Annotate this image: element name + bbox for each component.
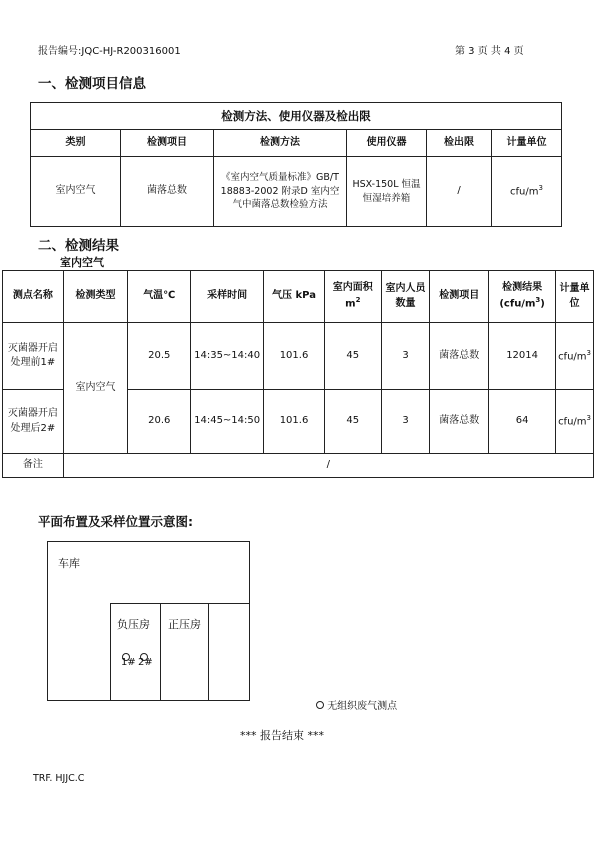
cell-point: 灭菌器开启处理前1# bbox=[3, 323, 64, 390]
partition-line bbox=[208, 603, 209, 700]
cell-area: 45 bbox=[324, 323, 381, 390]
cell-result: 64 bbox=[489, 390, 556, 454]
col-time: 采样时间 bbox=[191, 271, 264, 323]
cell-unit: cfu/$m^3$ bbox=[556, 323, 594, 390]
sample-point-2-label: 2# bbox=[138, 657, 153, 668]
col-item: 检测项目 bbox=[121, 130, 214, 157]
partition-line bbox=[110, 603, 111, 700]
col-category: 类别 bbox=[31, 130, 121, 157]
cell-method: 《室内空气质量标准》GB/T 18883-2002 附录D 室内空气中菌落总数检验方法 bbox=[214, 157, 347, 227]
section2-title: 二、检测结果 bbox=[38, 238, 119, 254]
cell-people: 3 bbox=[381, 390, 430, 454]
col-type: 检测类型 bbox=[63, 271, 128, 323]
col-limit: 检出限 bbox=[427, 130, 492, 157]
col-result: 检测结果 $(cfu/m^3)$ bbox=[489, 271, 556, 323]
col-unit2: 计量单位 bbox=[556, 271, 594, 323]
remark-value: / bbox=[63, 454, 593, 478]
legend-label: 无组织废气测点 bbox=[327, 701, 398, 712]
col-people: 室内人员数量 bbox=[381, 271, 430, 323]
cell-people: 3 bbox=[381, 323, 430, 390]
cell-point: 灭菌器开启处理后2# bbox=[3, 390, 64, 454]
cell-time: 14:45~14:50 bbox=[191, 390, 264, 454]
col-point: 测点名称 bbox=[3, 271, 64, 323]
positive-pressure-room: 正压房 bbox=[168, 618, 201, 631]
report-number: 报告编号:JQC-HJ-R200316001 bbox=[38, 46, 181, 57]
cell-temp: 20.5 bbox=[128, 323, 191, 390]
cell-instrument: HSX-150L 恒温恒湿培养箱 bbox=[347, 157, 427, 227]
cell-category: 室内空气 bbox=[31, 157, 121, 227]
page-indicator: 第 3 页 共 4 页 bbox=[455, 46, 524, 57]
cell-unit: cfu/$m^3$ bbox=[492, 157, 562, 227]
results-table bbox=[2, 270, 594, 478]
layout-title: 平面布置及采样位置示意图: bbox=[38, 514, 193, 529]
method-table bbox=[30, 102, 562, 227]
cell-time: 14:35~14:40 bbox=[191, 323, 264, 390]
sample-point-1-label: 1# bbox=[121, 657, 136, 668]
negative-pressure-room: 负压房 bbox=[117, 618, 150, 631]
cell-area: 45 bbox=[324, 390, 381, 454]
cell-unit: cfu/$m^3$ bbox=[556, 390, 594, 454]
legend-circle-icon bbox=[316, 701, 324, 709]
partition-line bbox=[160, 603, 161, 700]
col-area: 室内面积 $m^2$ bbox=[324, 271, 381, 323]
cell-temp: 20.6 bbox=[128, 390, 191, 454]
cell-type: 室内空气 bbox=[63, 323, 128, 454]
cell-limit: / bbox=[427, 157, 492, 227]
remark-label: 备注 bbox=[3, 454, 64, 478]
legend bbox=[316, 697, 397, 712]
report-end: *** 报告结束 *** bbox=[240, 729, 324, 742]
cell-item: 菌落总数 bbox=[121, 157, 214, 227]
cell-item: 菌落总数 bbox=[430, 323, 489, 390]
method-table-title: 检测方法、使用仪器及检出限 bbox=[31, 103, 562, 130]
col-item2: 检测项目 bbox=[430, 271, 489, 323]
section1-title: 一、检测项目信息 bbox=[38, 76, 146, 92]
cell-pressure: 101.6 bbox=[264, 390, 325, 454]
remark-row bbox=[3, 454, 594, 478]
col-instrument: 使用仪器 bbox=[347, 130, 427, 157]
garage-label: 车库 bbox=[58, 557, 80, 570]
col-pressure: 气压 kPa bbox=[264, 271, 325, 323]
cell-pressure: 101.6 bbox=[264, 323, 325, 390]
col-unit: 计量单位 bbox=[492, 130, 562, 157]
table-row bbox=[3, 323, 594, 390]
partition-line bbox=[110, 603, 250, 604]
col-temp: 气温℃ bbox=[128, 271, 191, 323]
section2-subtitle: 室内空气 bbox=[60, 256, 104, 269]
cell-item: 菌落总数 bbox=[430, 390, 489, 454]
col-method: 检测方法 bbox=[214, 130, 347, 157]
form-code: TRF. HJJC.C bbox=[33, 773, 85, 784]
cell-result: 12014 bbox=[489, 323, 556, 390]
